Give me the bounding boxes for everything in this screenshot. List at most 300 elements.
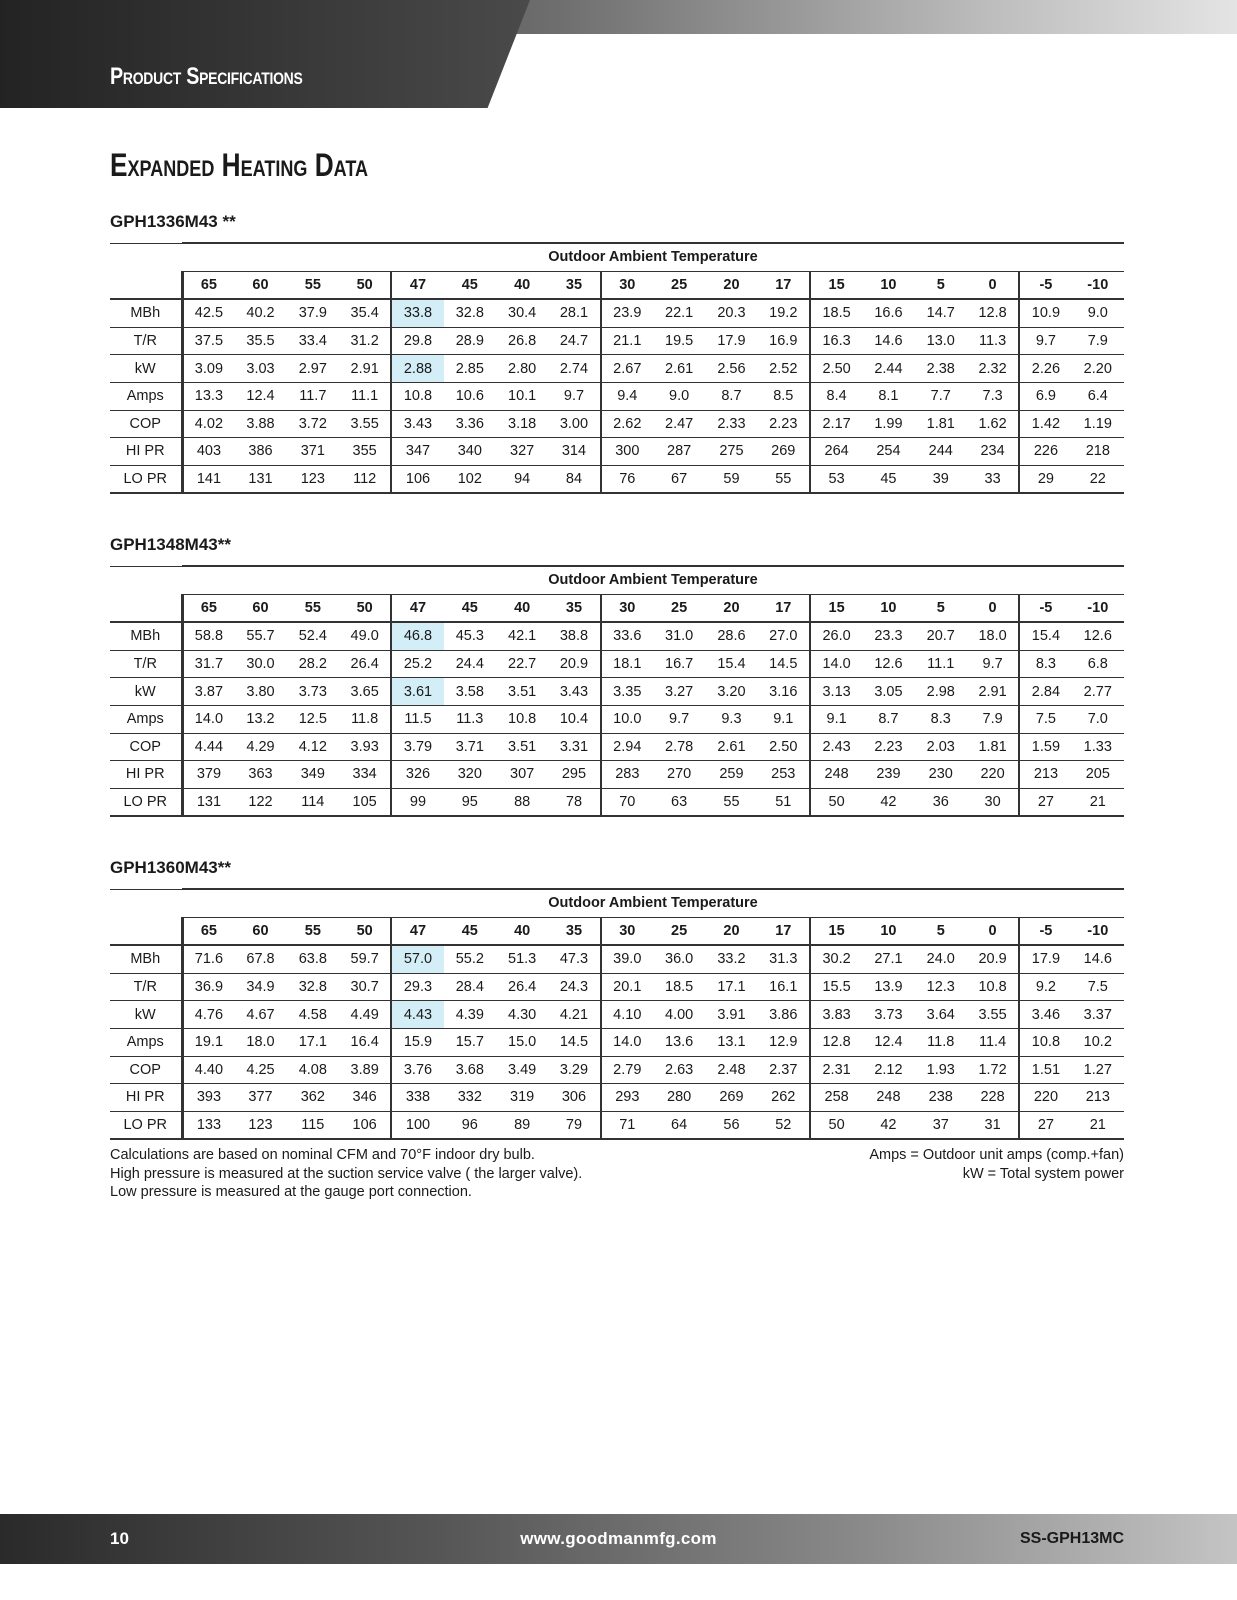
model-title-3: GPH1360M43** [110,858,231,877]
table-cell: 15.9 [391,1028,443,1056]
table-cell: 100 [391,1111,443,1139]
table-cell: 14.0 [182,705,234,733]
table-cell: 205 [1072,761,1124,789]
table-cell: 226 [1019,438,1071,466]
table-cell: 99 [391,788,443,816]
table-cell: 2.78 [653,733,705,761]
temperature-header: 25 [653,594,705,622]
table-cell: 20.9 [967,945,1019,973]
table-cell: 20.3 [705,299,757,327]
table-cell: 3.55 [967,1001,1019,1029]
table-cell: 27 [1019,1111,1071,1139]
row-label: Amps [110,1028,182,1056]
table-cell: 293 [601,1084,653,1112]
table-cell: 2.50 [810,355,862,383]
table-cell: 9.7 [653,705,705,733]
table-cell: 3.20 [705,678,757,706]
temperature-header: 55 [287,271,339,299]
temperature-header: 35 [548,271,600,299]
table-cell: 3.88 [234,410,286,438]
table-cell: 269 [705,1084,757,1112]
table-cell: 346 [339,1084,391,1112]
table-cell: 123 [234,1111,286,1139]
row-label: LO PR [110,788,182,816]
table-cell: 15.0 [496,1028,548,1056]
table-cell: 55 [758,465,810,493]
table-cell: 33.2 [705,945,757,973]
table-cell: 259 [705,761,757,789]
table-cell: 2.17 [810,410,862,438]
table-cell: 8.7 [862,705,914,733]
table-cell: 28.2 [287,650,339,678]
table-cell: 275 [705,438,757,466]
table-cell: 79 [548,1111,600,1139]
table-cell: 27.1 [862,945,914,973]
page-number: 10 [110,1529,129,1548]
table-cell: 3.03 [234,355,286,383]
table-cell: 2.88 [391,355,443,383]
table-cell: 3.05 [862,678,914,706]
table-row [110,622,1124,650]
table-cell: 7.7 [915,382,967,410]
table-cell: 3.64 [915,1001,967,1029]
table-cell: 26.0 [810,622,862,650]
row-label: LO PR [110,465,182,493]
heating-table-3 [110,888,1124,1140]
table-cell: 19.2 [758,299,810,327]
table-cell: 228 [967,1084,1019,1112]
table-cell: 8.4 [810,382,862,410]
table-cell: 23.3 [862,622,914,650]
table-cell: 19.5 [653,327,705,355]
table-cell: 18.1 [601,650,653,678]
table-cell: 6.8 [1072,650,1124,678]
model-title-1: GPH1336M43 ** [110,212,236,231]
table-cell: 1.72 [967,1056,1019,1084]
table-cell: 53 [810,465,862,493]
table-cell: 11.3 [444,705,496,733]
table-cell: 280 [653,1084,705,1112]
table-cell: 3.68 [444,1056,496,1084]
table-cell: 14.5 [758,650,810,678]
table-cell: 34.9 [234,973,286,1001]
table-cell: 3.31 [548,733,600,761]
table-cell: 2.63 [653,1056,705,1084]
table-cell: 70 [601,788,653,816]
table-cell: 12.5 [287,705,339,733]
table-cell: 11.4 [967,1028,1019,1056]
temperature-header: -5 [1019,271,1071,299]
table-cell: 4.02 [182,410,234,438]
table-cell: 3.65 [339,678,391,706]
table-cell: 8.5 [758,382,810,410]
temperature-header: 5 [915,917,967,945]
table-cell: 21 [1072,788,1124,816]
table-cell: 2.91 [967,678,1019,706]
table-cell: 31.7 [182,650,234,678]
table-cell: 2.32 [967,355,1019,383]
table-cell: 31.0 [653,622,705,650]
table-cell: 8.3 [1019,650,1071,678]
table-cell: 59.7 [339,945,391,973]
table-cell: 12.6 [1072,622,1124,650]
temperature-header: 50 [339,917,391,945]
table-cell: 50 [810,1111,862,1139]
table-cell: 3.76 [391,1056,443,1084]
temperature-header: 10 [862,594,914,622]
table-cell: 114 [287,788,339,816]
table-cell: 6.9 [1019,382,1071,410]
table-cell: 18.5 [810,299,862,327]
table-cell: 14.6 [1072,945,1124,973]
table-cell: 334 [339,761,391,789]
table-cell: 50 [810,788,862,816]
table-cell: 2.94 [601,733,653,761]
table-cell: 1.42 [1019,410,1071,438]
temperature-header: 55 [287,917,339,945]
ambient-temperature-header: Outdoor Ambient Temperature [182,566,1124,594]
temperature-header: 17 [758,917,810,945]
table-cell: 24.4 [444,650,496,678]
table-cell: 3.61 [391,678,443,706]
table-cell: 6.4 [1072,382,1124,410]
table-cell: 88 [496,788,548,816]
temperature-header: 10 [862,917,914,945]
table-cell: 4.58 [287,1001,339,1029]
table-cell: 9.7 [548,382,600,410]
table-cell: 8.3 [915,705,967,733]
table-cell: 371 [287,438,339,466]
table-cell: 269 [758,438,810,466]
table-cell: 29.8 [391,327,443,355]
table-cell: 3.73 [862,1001,914,1029]
table-cell: 1.51 [1019,1056,1071,1084]
table-cell: 115 [287,1111,339,1139]
table-cell: 17.9 [705,327,757,355]
table-cell: 26.4 [339,650,391,678]
table-cell: 3.83 [810,1001,862,1029]
table-row [110,1001,1124,1029]
table-cell: 52 [758,1111,810,1139]
table-cell: 52.4 [287,622,339,650]
table-cell: 40.2 [234,299,286,327]
ambient-temperature-header: Outdoor Ambient Temperature [182,243,1124,271]
table-cell: 3.43 [391,410,443,438]
table-cell: 55.7 [234,622,286,650]
table-cell: 314 [548,438,600,466]
table-cell: 2.62 [601,410,653,438]
table-cell: 63 [653,788,705,816]
table-cell: 45 [862,465,914,493]
table-cell: 13.1 [705,1028,757,1056]
table-cell: 84 [548,465,600,493]
note-line: Calculations are based on nominal CFM and 70°F indoor dry bulb. [110,1147,535,1163]
row-label: kW [110,1001,182,1029]
table-cell: 19.1 [182,1028,234,1056]
heating-table-1 [110,242,1124,494]
temperature-header: 0 [967,271,1019,299]
table-cell: 3.89 [339,1056,391,1084]
table-cell: 33 [967,465,1019,493]
temperature-header: 20 [705,917,757,945]
table-cell: 3.58 [444,678,496,706]
table-row [110,1084,1124,1112]
table-cell: 3.72 [287,410,339,438]
table-cell: 10.6 [444,382,496,410]
table-cell: 270 [653,761,705,789]
footer-url-link[interactable]: www.goodmanmfg.com [520,1529,717,1548]
temperature-header: 60 [234,271,286,299]
table-cell: 300 [601,438,653,466]
temperature-header: 40 [496,917,548,945]
temperature-header: 15 [810,594,862,622]
table-cell: 3.93 [339,733,391,761]
table-cell: 36 [915,788,967,816]
table-cell: 122 [234,788,286,816]
table-cell: 3.35 [601,678,653,706]
table-cell: 31 [967,1111,1019,1139]
temperature-header: -5 [1019,594,1071,622]
corner-cell [110,243,182,271]
table-cell: 2.85 [444,355,496,383]
table-cell: 295 [548,761,600,789]
row-label: MBh [110,945,182,973]
table-cell: 2.80 [496,355,548,383]
table-cell: 213 [1072,1084,1124,1112]
table-cell: 3.55 [339,410,391,438]
table-row [110,678,1124,706]
table-cell: 9.7 [967,650,1019,678]
table-cell: 59 [705,465,757,493]
table-cell: 254 [862,438,914,466]
table-cell: 4.76 [182,1001,234,1029]
temperature-header: 20 [705,271,757,299]
temperature-header: 45 [444,271,496,299]
temperature-header: 55 [287,594,339,622]
table-cell: 26.8 [496,327,548,355]
table-cell: 3.43 [548,678,600,706]
table-cell: 2.44 [862,355,914,383]
table-cell: 3.79 [391,733,443,761]
table-cell: 9.0 [1072,299,1124,327]
temperature-header: 45 [444,917,496,945]
table-cell: 10.8 [967,973,1019,1001]
row-label: HI PR [110,761,182,789]
table-cell: 133 [182,1111,234,1139]
table-cell: 14.6 [862,327,914,355]
table-cell: 24.0 [915,945,967,973]
temperature-header: 35 [548,594,600,622]
table-cell: 2.67 [601,355,653,383]
table-cell: 11.3 [967,327,1019,355]
table-cell: 3.73 [287,678,339,706]
table-cell: 4.00 [653,1001,705,1029]
temperature-header: 15 [810,271,862,299]
table-cell: 33.4 [287,327,339,355]
row-label: COP [110,733,182,761]
table-cell: 1.81 [967,733,1019,761]
table-cell: 218 [1072,438,1124,466]
table-cell: 1.59 [1019,733,1071,761]
heating-table-2 [110,565,1124,817]
table-cell: 2.48 [705,1056,757,1084]
table-cell: 258 [810,1084,862,1112]
table-cell: 47.3 [548,945,600,973]
table-cell: 30.4 [496,299,548,327]
table-cell: 51.3 [496,945,548,973]
temperature-header: -10 [1072,594,1124,622]
row-label: T/R [110,327,182,355]
table-cell: 4.44 [182,733,234,761]
table-cell: 393 [182,1084,234,1112]
row-label: kW [110,678,182,706]
table-cell: 4.08 [287,1056,339,1084]
table-cell: 10.2 [1072,1028,1124,1056]
table-cell: 3.36 [444,410,496,438]
table-cell: 234 [967,438,1019,466]
temperature-header: 47 [391,271,443,299]
corner-cell [110,917,182,945]
table-cell: 1.81 [915,410,967,438]
table-cell: 15.4 [705,650,757,678]
table-cell: 3.51 [496,733,548,761]
table-row [110,705,1124,733]
table-cell: 42.5 [182,299,234,327]
table-cell: 21 [1072,1111,1124,1139]
table-cell: 35.5 [234,327,286,355]
table-cell: 2.38 [915,355,967,383]
table-cell: 16.3 [810,327,862,355]
temperature-header: 5 [915,271,967,299]
ambient-temperature-header: Outdoor Ambient Temperature [182,889,1124,917]
table-cell: 10.8 [496,705,548,733]
table-cell: 30.0 [234,650,286,678]
table-cell: 244 [915,438,967,466]
table-cell: 8.7 [705,382,757,410]
corner-cell [110,889,182,917]
table-cell: 347 [391,438,443,466]
table-cell: 9.4 [601,382,653,410]
model-title-2: GPH1348M43** [110,535,231,554]
table-cell: 2.47 [653,410,705,438]
table-cell: 220 [967,761,1019,789]
table-cell: 102 [444,465,496,493]
table-cell: 29 [1019,465,1071,493]
table-cell: 2.12 [862,1056,914,1084]
row-label: MBh [110,622,182,650]
table-cell: 11.1 [339,382,391,410]
temperature-header: 60 [234,917,286,945]
table-cell: 24.7 [548,327,600,355]
row-label: HI PR [110,438,182,466]
temperature-header: 65 [182,271,234,299]
temperature-header: 5 [915,594,967,622]
row-label: T/R [110,650,182,678]
table-cell: 213 [1019,761,1071,789]
table-cell: 27.0 [758,622,810,650]
table-cell: 16.6 [862,299,914,327]
table-cell: 1.19 [1072,410,1124,438]
table-cell: 3.51 [496,678,548,706]
table-cell: 3.49 [496,1056,548,1084]
table-cell: 9.2 [1019,973,1071,1001]
notes-left [110,1146,582,1202]
table-cell: 4.39 [444,1001,496,1029]
table-cell: 340 [444,438,496,466]
table-cell: 363 [234,761,286,789]
temperature-header: 35 [548,917,600,945]
table-cell: 7.3 [967,382,1019,410]
table-cell: 377 [234,1084,286,1112]
table-cell: 14.0 [601,1028,653,1056]
table-cell: 3.09 [182,355,234,383]
table-cell: 7.9 [1072,327,1124,355]
table-cell: 31.2 [339,327,391,355]
table-cell: 403 [182,438,234,466]
table-cell: 36.9 [182,973,234,1001]
table-row [110,650,1124,678]
table-cell: 2.79 [601,1056,653,1084]
table-cell: 2.23 [862,733,914,761]
table-cell: 7.5 [1072,973,1124,1001]
table-row [110,299,1124,327]
table-cell: 307 [496,761,548,789]
table-row [110,788,1124,816]
table-cell: 2.98 [915,678,967,706]
table-cell: 51 [758,788,810,816]
temperature-header: 30 [601,271,653,299]
table-cell: 264 [810,438,862,466]
corner-cell [110,271,182,299]
temperature-header: 0 [967,917,1019,945]
table-cell: 262 [758,1084,810,1112]
temperature-header: 47 [391,594,443,622]
table-cell: 131 [234,465,286,493]
table-cell: 18.5 [653,973,705,1001]
table-cell: 3.29 [548,1056,600,1084]
table-cell: 320 [444,761,496,789]
table-cell: 94 [496,465,548,493]
table-cell: 3.37 [1072,1001,1124,1029]
table-cell: 2.84 [1019,678,1071,706]
table-cell: 76 [601,465,653,493]
table-cell: 13.2 [234,705,286,733]
table-row [110,761,1124,789]
table-row [110,382,1124,410]
row-label: MBh [110,299,182,327]
table-cell: 24.3 [548,973,600,1001]
table-cell: 12.8 [810,1028,862,1056]
table-cell: 4.10 [601,1001,653,1029]
temperature-header: -10 [1072,271,1124,299]
table-cell: 30.7 [339,973,391,1001]
row-label: T/R [110,973,182,1001]
table-cell: 9.0 [653,382,705,410]
corner-cell [110,594,182,622]
row-label: kW [110,355,182,383]
table-cell: 362 [287,1084,339,1112]
table-cell: 3.80 [234,678,286,706]
table-cell: 57.0 [391,945,443,973]
table-cell: 106 [339,1111,391,1139]
table-cell: 13.0 [915,327,967,355]
table-cell: 22.7 [496,650,548,678]
table-cell: 9.7 [1019,327,1071,355]
table-cell: 379 [182,761,234,789]
table-cell: 2.56 [705,355,757,383]
table-cell: 55.2 [444,945,496,973]
table-cell: 20.1 [601,973,653,1001]
